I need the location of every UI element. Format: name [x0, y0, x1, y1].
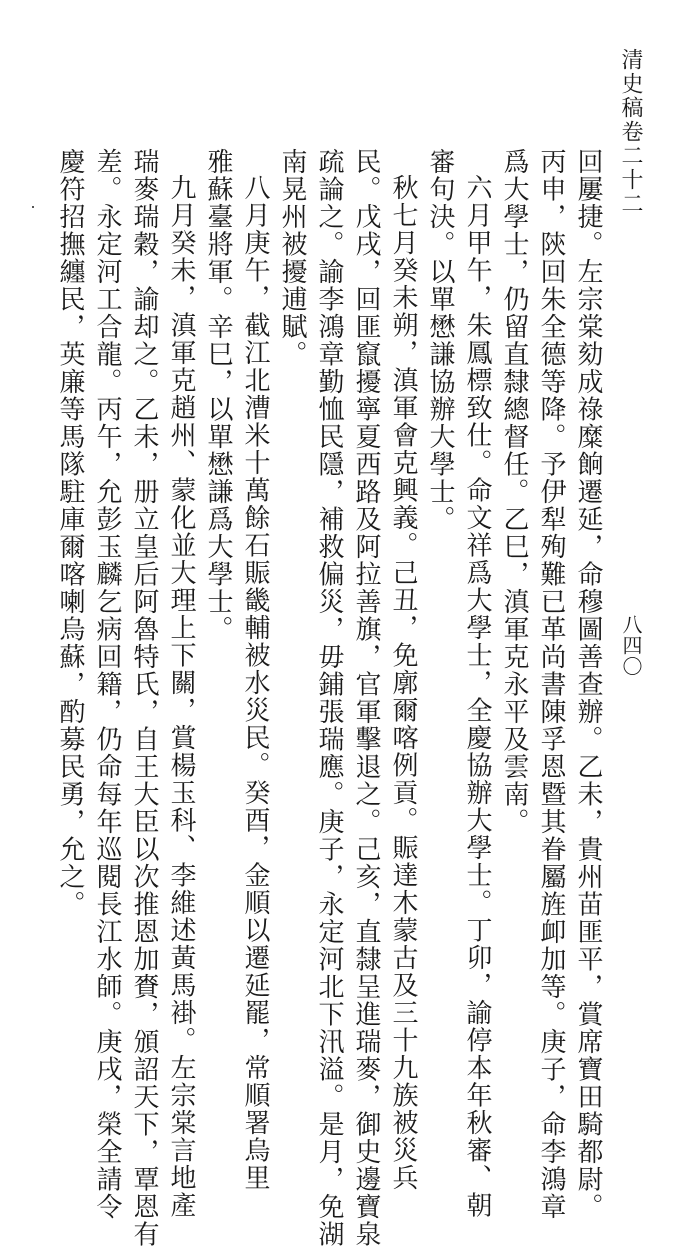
- text-column-8: 疏論之。諭李鴻章勤恤民隱，補救偏災，毋鋪張瑞應。庚子，永定河北下汛溢。是月，免湖: [314, 148, 344, 1248]
- text-column-13: 瑞麥瑞穀，諭却之。乙未，册立皇后阿魯特氏，自王大臣以次推恩加賚，頒詔天下，覃恩有: [129, 148, 159, 1248]
- text-column-11: 雅蘇臺將軍。辛巳，以單懋謙爲大學士。: [203, 148, 233, 643]
- page-number: 八四〇: [619, 614, 643, 677]
- text-column-1: 回屢捷。左宗棠劾成祿糜餉遷延，命穆圖善查辦。乙未，貴州苗匪平，賞席寶田騎都尉。: [573, 148, 603, 1221]
- text-column-10: 八月庚午，截江北漕米十萬餘石賑畿輔被水災民。癸酉，金順以遷延罷，常順署烏里: [240, 174, 270, 1192]
- text-column-9: 南晃州被擾逋賦。: [277, 148, 307, 368]
- text-column-3: 爲大學士，仍留直隸總督任。乙巳，滇軍克永平及雲南。: [499, 148, 529, 836]
- text-column-4: 六月甲午，朱鳳標致仕。命文祥爲大學士，全慶協辦大學士。丁卯，諭停本年秋審、朝: [462, 174, 492, 1219]
- text-column-15: 慶符招撫纏民，英廉等馬隊駐庫爾喀喇烏蘇，酌募民勇，允之。: [55, 148, 85, 918]
- margin-speck: [32, 206, 34, 208]
- text-column-7: 民。戊戌，回匪竄擾寧夏西路及阿拉善旗，官軍擊退之。己亥，直隸呈進瑞麥，御史邊寶泉: [351, 148, 381, 1248]
- text-column-6: 秋七月癸未朔，滇軍會克興義。己丑，免廓爾喀例貢。賑達木蒙古及三十九族被災兵: [388, 174, 418, 1192]
- text-column-12: 九月癸未，滇軍克趙州、蒙化並大理上下關，賞楊玉科、李維述黃馬褂。左宗棠言地產: [166, 174, 196, 1219]
- running-header: 清史稿卷二十二: [618, 48, 643, 216]
- text-column-14: 差。永定河工合龍。丙午，允彭玉麟乞病回籍，仍命每年巡閱長江水師。庚戌，榮全請令: [92, 148, 122, 1221]
- text-column-2: 丙申，陝回朱全德等降。予伊犁殉難已革尚書陳孚恩暨其眷屬旌卹加等。庚子，命李鴻章: [536, 148, 566, 1221]
- text-column-5: 審句決。以單懋謙協辦大學士。: [425, 148, 455, 533]
